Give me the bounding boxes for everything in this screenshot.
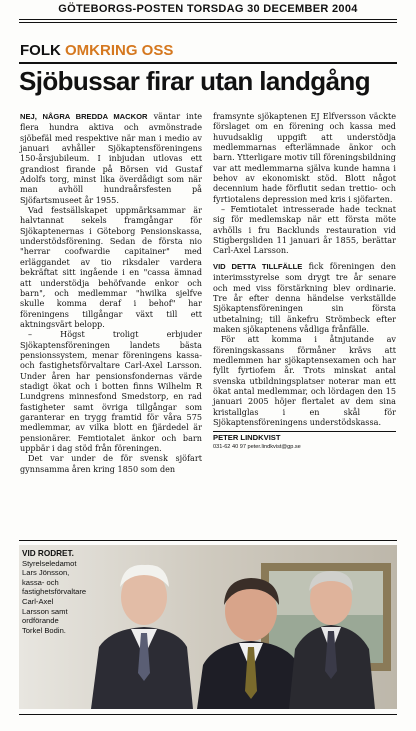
bottom-rule <box>19 714 397 715</box>
paragraph: Vad festsällskapet uppmärksammar är halvtannat sekels framgångar för Sjökaptenernas i Göteborg Pensionskassa, understödsförening. Sedan de första nio "herrar coofwardie capitainer" med erläggandet av tio riksdaler vardera bekräftat sitt ingående i en "cassa ämnad att understödja behöfvande enkor och barn", och medlemmar "hwilka sjelfve skulle komma deraf i behof" har föreningens tillgångar växt till ett aktningsvärt belopp. <box>20 205 202 329</box>
photo-caption <box>22 549 87 635</box>
section-title <box>20 42 173 59</box>
section-rule <box>19 62 397 64</box>
caption-text: Styrelseledamot Lars Jönsson, kassa- och fastighetsförvaltare Carl-Axel Larsson samt ordförande Torkel Bodin. <box>22 558 87 635</box>
byline: PETER LINDKVIST <box>213 431 396 443</box>
photo-top-rule <box>19 540 397 541</box>
masthead-rule-double <box>19 22 397 23</box>
paragraph: framsynte sjökaptenen EJ Elfversson väckte förslaget om en förening och kassa med huvudsaklig uppgift att understödja medlemmarnas efterlämnade änkor och barn. Ytterligare motiv till föreningsbildning var att medlemmarna själva kunde hamna i behov av ekonomiskt stöd. Blott något decennium hade förflutit sedan trettio- och fyrtiotalens depression med kris i sjöfarten. <box>213 111 396 204</box>
contact-info: 031-62 40 97 peter.lindkvist@gp.se <box>213 443 301 450</box>
article-column-2 <box>213 111 396 451</box>
caption-lead: VID RODRET. <box>22 549 74 558</box>
paragraph: – Högst troligt erbjuder Sjökaptensföreningen landets bästa pensionssystem, menar föreningens kassa- och fastighetsförvaltare Carl-Axel Larsson. Under åren har pensionsfondernas värde stadigt ökat och i botten finns Wilhelm R Lundgrens minnesfond Smedstorp, en rad fastigheter samt övriga tillgångar som garanterar en trygg framtid för våra 575 medlemmar, av vilka blott en fjärdedel är pensionärer. Femtiotalet änkor och barn uppbär i dag stöd från föreningen. <box>20 329 202 453</box>
paragraph: Det var under de för svensk sjöfart gynnsamma åren kring 1850 som den <box>20 453 202 474</box>
section-title-bold: FOLK <box>20 42 61 59</box>
paragraph: För att komma i åtnjutande av föreningskassans förmåner krävs att medlemmen har sjökaptensexamen och har fyllt fyrtiofem år. Trots minskat antal svenska utbildningsplatser noterar man ett ökat antal medlemmar, och lördagen den 15 januari 2005 höjer flertalet av dem sina kristallglas i en skål för Sjökaptensföreningens understödskassa. <box>213 334 396 427</box>
paragraph: – Femtiotalet intresserade hade tecknat sig för medlemskap när ett första möte avhölls i fru Backlunds restauration vid Stigbergsliden 11 januari år 1855, berättar Carl-Axel Larsson. <box>213 204 396 256</box>
headline: Sjöbussar firar utan landgång <box>19 66 370 96</box>
paragraph: VID DETTA TILLFÄLLE fick föreningen den interimsstyrelse som drygt tre år senare och med viss förstärkning blev ordinarie. Tre år efter denna händelse verkställde Sjökaptensföreningen sin första utbetalning; till änkefru Strömbeck efter maken sjökaptenens vådliga frånfälle. <box>213 260 396 334</box>
masthead: GÖTEBORGS-POSTEN TORSDAG 30 DECEMBER 2004 <box>58 3 358 15</box>
masthead-rule <box>19 19 397 20</box>
article-column-1 <box>20 111 202 474</box>
section-title-accent: OMKRING OSS <box>65 42 174 59</box>
paragraph: NEJ, NÅGRA BREDDA MACKOR väntar inte flera hundra aktiva och avmönstrade sjöbefäl med respektive när man i medio av januari avhåller Sjökaptensföreningens 150-årsjubileum. I inbjudan utlovas ett grandiost firande på Börsen vid Gustaf Adolfs torg, minst lika överdådigt som när man avhöll hundraårsfesten på Sjöfartsmuseet år 1955. <box>20 111 202 205</box>
subhead: VID DETTA TILLFÄLLE <box>213 261 303 271</box>
lead-in: NEJ, NÅGRA BREDDA MACKOR <box>20 112 148 121</box>
